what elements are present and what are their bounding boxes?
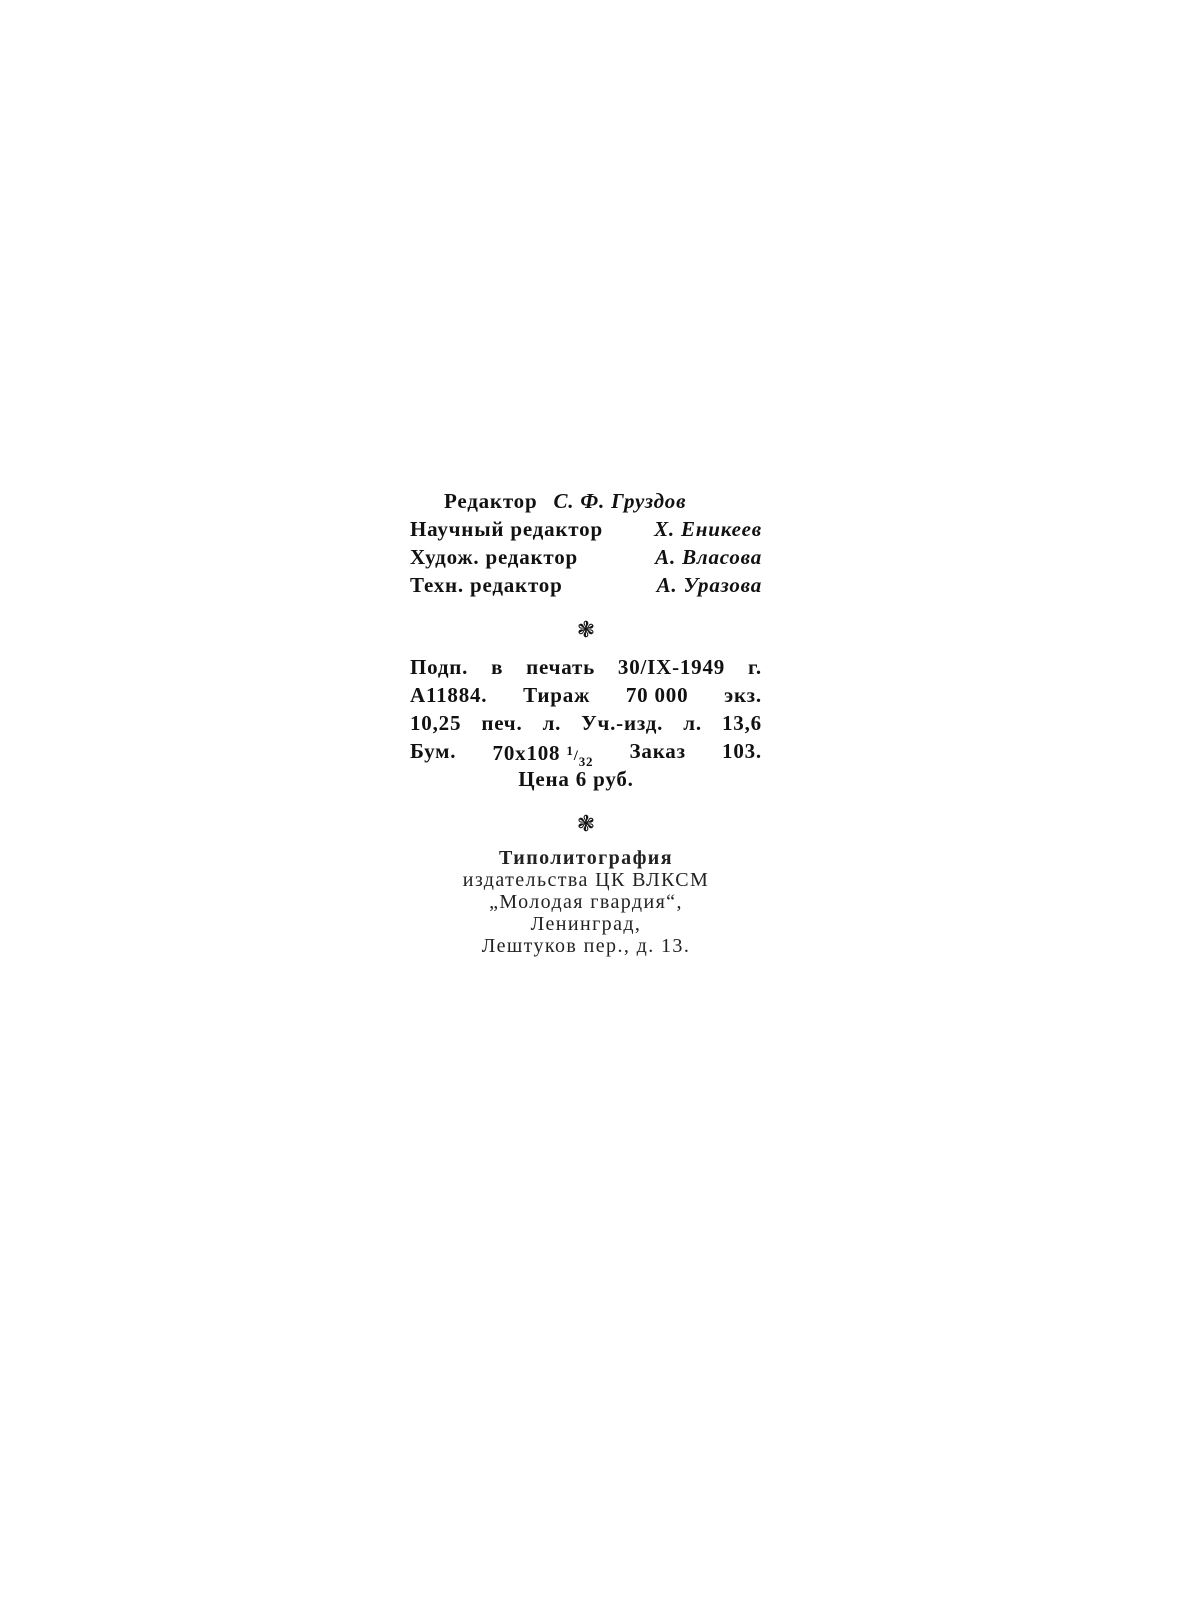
spec-word: Подп. bbox=[410, 655, 469, 679]
spec-word: экз. bbox=[724, 683, 762, 707]
spec-word: Тираж bbox=[523, 683, 591, 707]
spec-word: г. bbox=[747, 655, 762, 679]
spec-word: 103. bbox=[722, 739, 762, 763]
spec-word: Уч.-изд. bbox=[581, 711, 664, 735]
printer-line: „Молодая гвардия“, bbox=[489, 891, 683, 913]
spec-word: 30/IX-1949 bbox=[617, 655, 726, 679]
credit-line-editor bbox=[410, 487, 762, 515]
spec-word: А11884. bbox=[410, 683, 488, 707]
credit-role: Техн. редактор bbox=[410, 573, 563, 597]
fraction-numerator: 1 bbox=[566, 743, 574, 758]
specs-line-sheets bbox=[410, 709, 762, 737]
spec-word: л. bbox=[683, 711, 702, 735]
credit-name: С. Ф. Груздов bbox=[553, 489, 687, 513]
spec-word: Заказ bbox=[629, 739, 686, 763]
printer-line: Лештуков пер., д. 13. bbox=[481, 935, 691, 957]
credit-line-science-editor bbox=[410, 515, 762, 543]
print-specs bbox=[410, 653, 762, 793]
spec-word: печать bbox=[526, 655, 596, 679]
specs-line-paper bbox=[410, 737, 762, 769]
editorial-credits bbox=[410, 487, 762, 599]
spec-word: 70 000 bbox=[625, 683, 689, 707]
printer-info bbox=[410, 847, 762, 957]
paper-format bbox=[492, 737, 594, 769]
specs-line-signed bbox=[410, 653, 762, 681]
credit-name: А. Власова bbox=[655, 545, 762, 569]
credit-name: Х. Еникеев bbox=[654, 517, 762, 541]
spec-word: в bbox=[491, 655, 504, 679]
paper-format-size: 70x108 bbox=[492, 741, 561, 765]
separator-ornament: ❃ bbox=[576, 811, 596, 836]
spec-word: л. bbox=[542, 711, 562, 735]
credit-line-tech-editor bbox=[410, 571, 762, 599]
price-line: Цена 6 руб. bbox=[518, 767, 634, 791]
paper-format-fraction: $^1/_{32}$ bbox=[566, 743, 594, 769]
spec-word: Бум. bbox=[410, 739, 457, 763]
fraction-denominator: 32 bbox=[578, 754, 594, 769]
specs-line-run bbox=[410, 681, 762, 709]
credit-role: Худож. редактор bbox=[410, 545, 579, 569]
separator-ornament: ❃ bbox=[576, 617, 596, 642]
credit-name: А. Уразова bbox=[656, 573, 762, 597]
credit-role: Научный редактор bbox=[410, 517, 603, 541]
printer-line: издательства ЦК ВЛКСМ bbox=[462, 869, 710, 891]
printer-line: Типолитография bbox=[499, 847, 673, 869]
spec-word: печ. bbox=[481, 711, 523, 735]
spec-word: 10,25 bbox=[410, 711, 462, 735]
credit-line-art-editor bbox=[410, 543, 762, 571]
imprint-block bbox=[410, 487, 762, 957]
spec-word: 13,6 bbox=[721, 711, 762, 735]
printer-line: Ленинград, bbox=[530, 913, 642, 935]
credit-role: Редактор bbox=[444, 489, 538, 513]
